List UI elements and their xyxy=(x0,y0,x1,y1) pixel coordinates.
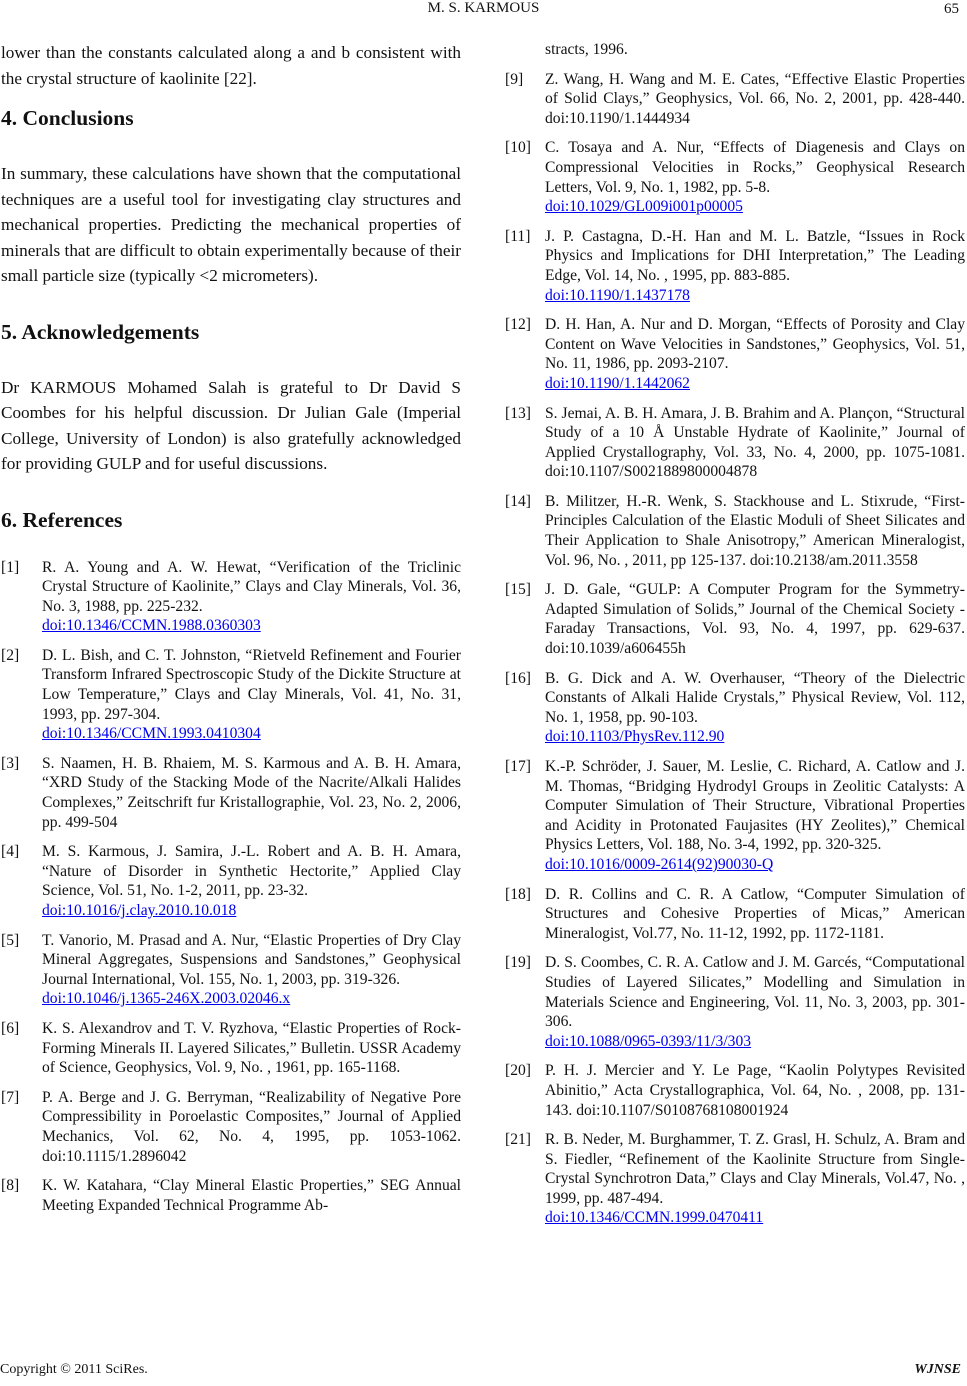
reference-7 xyxy=(1,1088,461,1166)
reference-citation: T. Vanorio, M. Prasad and A. Nur, “Elastic Properties of Dry Clay Mineral Aggregates, Suspensions and Sandstones,” Geophysical Journal International, Vol. 155, No. 1, 2003, pp. 319-326. xyxy=(42,931,461,988)
reference-text xyxy=(545,1130,965,1228)
conclusions-paragraph: In summary, these calculations have shown that the computational techniques are a useful tool for investigating clay structures and mechanical properties. Predicting the mechanical properties of minerals that are difficult to obtain experimentally because of their small particle size (typically <2 micrometers). xyxy=(1,164,461,285)
copyright-notice: Copyright © 2011 SciRes. xyxy=(0,1362,148,1377)
reference-citation: P. H. J. Mercier and Y. Le Page, “Kaolin Polytypes Revisited Abinitio,” Acta Crystallographica, Vol. 64, No. , 2008, pp. 131-143. doi:10.1107/S0108768108001924 xyxy=(545,1062,965,1119)
reference-15 xyxy=(505,580,965,658)
reference-number: [4] xyxy=(1,843,20,861)
reference-12 xyxy=(505,315,965,393)
reference-citation: D. R. Collins and C. R. A Catlow, “Computer Simulation of Structures and Cohesive Properties of Micas,” American Mineralogist, Vol.77, No. 11-12, 1992, pp. 1172-1181. xyxy=(545,885,965,942)
reference-21 xyxy=(505,1130,965,1228)
reference-text xyxy=(42,646,461,744)
reference-text xyxy=(545,227,965,305)
reference-citation: R. B. Neder, M. Burghammer, T. Z. Grasl, H. Schulz, A. Bram and S. Fiedler, “Refinement of the Kaolinite Structure from Single-Crystal Synchrotron Data,” Clays and Clay Minerals, Vol.47, No. , 1999, pp. 487-494. xyxy=(545,1131,965,1207)
reference-text xyxy=(42,1176,461,1215)
reference-number: [10] xyxy=(505,139,531,157)
reference-number: [7] xyxy=(1,1088,20,1106)
intro-paragraph: lower than the constants calculated along a and b consistent with the crystal structure of kaolinite [22]. xyxy=(1,43,461,88)
reference-citation: K.-P. Schröder, J. Sauer, M. Leslie, C. Richard, A. Catlow and J. M. Thomas, “Bridging Hydrodyl Groups in Zeolitic Catalysts: A Computer Simulation of Their Structure, Vibrational Properties and Acidity in Protonated Faujasites (HY Zeolites),” Chemical Physics Letters, Vol. 188, No. 3-4, 1992, pp. 320-325. xyxy=(545,758,965,854)
reference-8 xyxy=(1,1176,461,1215)
reference-citation: Z. Wang, H. Wang and M. E. Cates, “Effective Elastic Properties of Solid Clays,” Geophysics, Vol. 66, No. 2, 2001, pp. 428-440. doi:10.1190/1.1444934 xyxy=(545,70,965,127)
reference-number: [15] xyxy=(505,581,531,599)
reference-citation: R. A. Young and A. W. Hewat, “Verification of the Triclinic Crystal Structure of Kaolinite,” Clays and Clay Minerals, Vol. 36, No. 3, 1988, pp. 225-232. xyxy=(42,558,461,615)
reference-18 xyxy=(505,885,965,944)
journal-abbreviation: WJNSE xyxy=(914,1362,961,1377)
reference-number: [5] xyxy=(1,931,20,949)
reference-citation: M. S. Karmous, J. Samira, J.-L. Robert and A. B. H. Amara, “Nature of Disorder in Synthetic Hectorite,” Applied Clay Science, Vol. 51, No. 1-2, 2011, pp. 23-32. xyxy=(42,843,461,900)
reference-20 xyxy=(505,1061,965,1120)
reference-text xyxy=(545,757,965,875)
reference-number: [1] xyxy=(1,558,20,576)
reference-doi-link[interactable]: doi:10.1016/j.clay.2010.10.018 xyxy=(42,902,237,919)
reference-citation: J. D. Gale, “GULP: A Computer Program for the Symmetry-Adapted Simulation of Solids,” Journal of the Chemical Society - Faraday Transactions, Vol. 93, No. 4, 1997, pp. 629-637. doi:10.1039/a606455h xyxy=(545,581,965,658)
page-number: 65 xyxy=(944,1,959,17)
reference-17 xyxy=(505,757,965,875)
acknowledgements-heading: 5. Acknowledgements xyxy=(1,319,200,344)
reference-citation: D. L. Bish, and C. T. Johnston, “Rietveld Refinement and Fourier Transform Infrared Spectroscopic Study of the Dickite Structure at Low Temperature,” Clays and Clay Minerals, Vol. 41, No. 31, 1993, pp. 297-304. xyxy=(42,646,461,723)
left-column xyxy=(1,40,461,1225)
reference-2 xyxy=(1,646,461,744)
reference-16 xyxy=(505,669,965,747)
reference-1 xyxy=(1,558,461,636)
reference-citation: P. A. Berge and J. G. Berryman, “Realizability of Negative Pore Compressibility in Poroelastic Composites,” Journal of Applied Mechanics, Vol. 62, No. 4, 1995, pp. 1053-1062. doi:10.1115/1.2896042 xyxy=(42,1088,461,1165)
reference-number: [8] xyxy=(1,1177,20,1195)
reference-number: [19] xyxy=(505,954,531,972)
reference-number: [16] xyxy=(505,669,531,687)
reference-citation: J. P. Castagna, D.-H. Han and M. L. Batzle, “Issues in Rock Physics and Implications for DHI Interpretation,” The Leading Edge, Vol. 14, No. , 1995, pp. 883-885. xyxy=(545,227,965,284)
reference-doi-link[interactable]: doi:10.1029/GL009i001p00005 xyxy=(545,198,743,216)
reference-text xyxy=(42,1019,461,1078)
conclusions-heading: 4. Conclusions xyxy=(1,106,134,130)
reference-13 xyxy=(505,404,965,482)
reference-citation: K. W. Katahara, “Clay Mineral Elastic Properties,” SEG Annual Meeting Expanded Technical Programme Ab- xyxy=(42,1177,461,1214)
reference-number: [2] xyxy=(1,646,20,664)
reference-text xyxy=(545,885,965,944)
reference-text xyxy=(42,842,461,920)
reference-citation: B. Militzer, H.-R. Wenk, S. Stackhouse and L. Stixrude, “First-Principles Calculation of the Elastic Moduli of Sheet Silicates and Their Application to Shale Anisotropy,” American Mineralogist, Vol. 96, No. , 2011, pp 125-137. doi:10.2138/am.2011.3558 xyxy=(545,492,965,569)
reference-number: [17] xyxy=(505,758,531,775)
reference-doi-link[interactable]: doi:10.1346/CCMN.1993.0410304 xyxy=(42,725,261,743)
reference-citation: C. Tosaya and A. Nur, “Effects of Diagenesis and Clays on Compressional Velocities in Rocks,” Geophysical Research Letters, Vol. 9, No. 1, 1982, pp. 5-8. xyxy=(545,139,965,196)
reference-11 xyxy=(505,227,965,305)
reference-text xyxy=(545,315,965,393)
reference-citation: D. H. Han, A. Nur and D. Morgan, “Effects of Porosity and Clay Content on Wave Velocities in Sandstones,” Geophysics, Vol. 51, No. 11, 1986, pp. 2093-2107. xyxy=(545,316,965,373)
reference-10 xyxy=(505,138,965,216)
reference-6 xyxy=(1,1019,461,1078)
reference-text xyxy=(545,404,965,482)
reference-number: [21] xyxy=(505,1131,531,1149)
reference-doi-link[interactable]: doi:10.1190/1.1437178 xyxy=(545,286,690,304)
reference-text xyxy=(545,953,965,1051)
reference-number: [6] xyxy=(1,1019,20,1037)
reference-number: [11] xyxy=(505,227,531,245)
reference-number: [12] xyxy=(505,316,531,334)
right-column xyxy=(505,40,965,1238)
reference-doi-link[interactable]: doi:10.1190/1.1442062 xyxy=(545,374,690,392)
reference-citation: D. S. Coombes, C. R. A. Catlow and J. M. Garcés, “Computational Studies of Layered Silicates,” Modelling and Simulation in Materials Science and Engineering, Vol. 11, No. 3, 2003, pp. 301-306. xyxy=(545,954,965,1031)
references-heading: 6. References xyxy=(1,507,123,532)
reference-citation: S. Jemai, A. B. H. Amara, J. B. Brahim and A. Plançon, “Structural Study of a 10 Å Unstable Hydrate of Kaolinite,” Journal of Applied Crystallography, Vol. 33, No. 4, 2000, pp. 1075-1081. doi:10.1107/S0021889800004878 xyxy=(545,404,965,481)
reference-number: [18] xyxy=(505,885,531,903)
reference-citation: S. Naamen, H. B. Rhaiem, M. S. Karmous and A. B. H. Amara, “XRD Study of the Stacking Mode of the Nacrite/Alkali Halides Complexes,” Zeitschrift fur Kristallographie, Vol. 23, No. 2, 2006, pp. 499-504 xyxy=(42,754,461,831)
reference-text xyxy=(545,138,965,216)
reference-text xyxy=(545,70,965,129)
reference-text xyxy=(545,1061,965,1120)
reference-doi-link[interactable]: doi:10.1103/PhysRev.112.90 xyxy=(545,728,725,746)
reference-text xyxy=(42,931,461,1009)
reference-doi-link[interactable]: doi:10.1346/CCMN.1999.0470411 xyxy=(545,1209,764,1227)
reference-text xyxy=(42,754,461,832)
reference-citation: B. G. Dick and A. W. Overhauser, “Theory of the Dielectric Constants of Alkali Halide Crystals,” Physical Review, Vol. 112, No. 1, 1958, pp. 90-103. xyxy=(545,669,965,726)
reference-5 xyxy=(1,931,461,1009)
reference-4 xyxy=(1,842,461,920)
reference-number: [20] xyxy=(505,1062,531,1080)
acknowledgements-paragraph: Dr KARMOUS Mohamed Salah is grateful to Dr David S Coombes for his helpful discussion. Dr Julian Gale (Imperial College, University of London) is also gratefully acknowledged for providing GULP and for useful discussions. xyxy=(1,377,461,473)
reference-doi-link[interactable]: doi:10.1346/CCMN.1988.0360303 xyxy=(42,617,261,635)
reference-number: [3] xyxy=(1,754,20,772)
reference-19 xyxy=(505,953,965,1051)
reference-doi-link[interactable]: doi:10.1088/0965-0393/11/3/303 xyxy=(545,1032,752,1050)
reference-number: [14] xyxy=(505,492,531,510)
reference-14 xyxy=(505,492,965,570)
reference-text xyxy=(545,580,965,658)
reference-text xyxy=(42,558,461,636)
reference-text xyxy=(42,1088,461,1166)
reference-number: [9] xyxy=(505,70,524,88)
reference-3 xyxy=(1,754,461,832)
reference-citation: K. S. Alexandrov and T. V. Ryzhova, “Elastic Properties of Rock-Forming Minerals II. Layered Silicates,” Bulletin. USSR Academy of Science, Geophysics, Vol. 9, No. , 1961, pp. 165-1168. xyxy=(42,1019,461,1077)
running-header-author: M. S. KARMOUS xyxy=(427,0,540,16)
reference-text xyxy=(545,669,965,747)
reference-doi-link[interactable]: doi:10.1046/j.1365-246X.2003.02046.x xyxy=(42,990,291,1008)
reference-number: [13] xyxy=(505,404,531,422)
reference-9 xyxy=(505,70,965,129)
reference-text xyxy=(545,492,965,570)
reference-doi-link[interactable]: doi:10.1016/0009-2614(92)90030-Q xyxy=(545,855,774,873)
reference-8-continuation: stracts, 1996. xyxy=(545,41,628,58)
